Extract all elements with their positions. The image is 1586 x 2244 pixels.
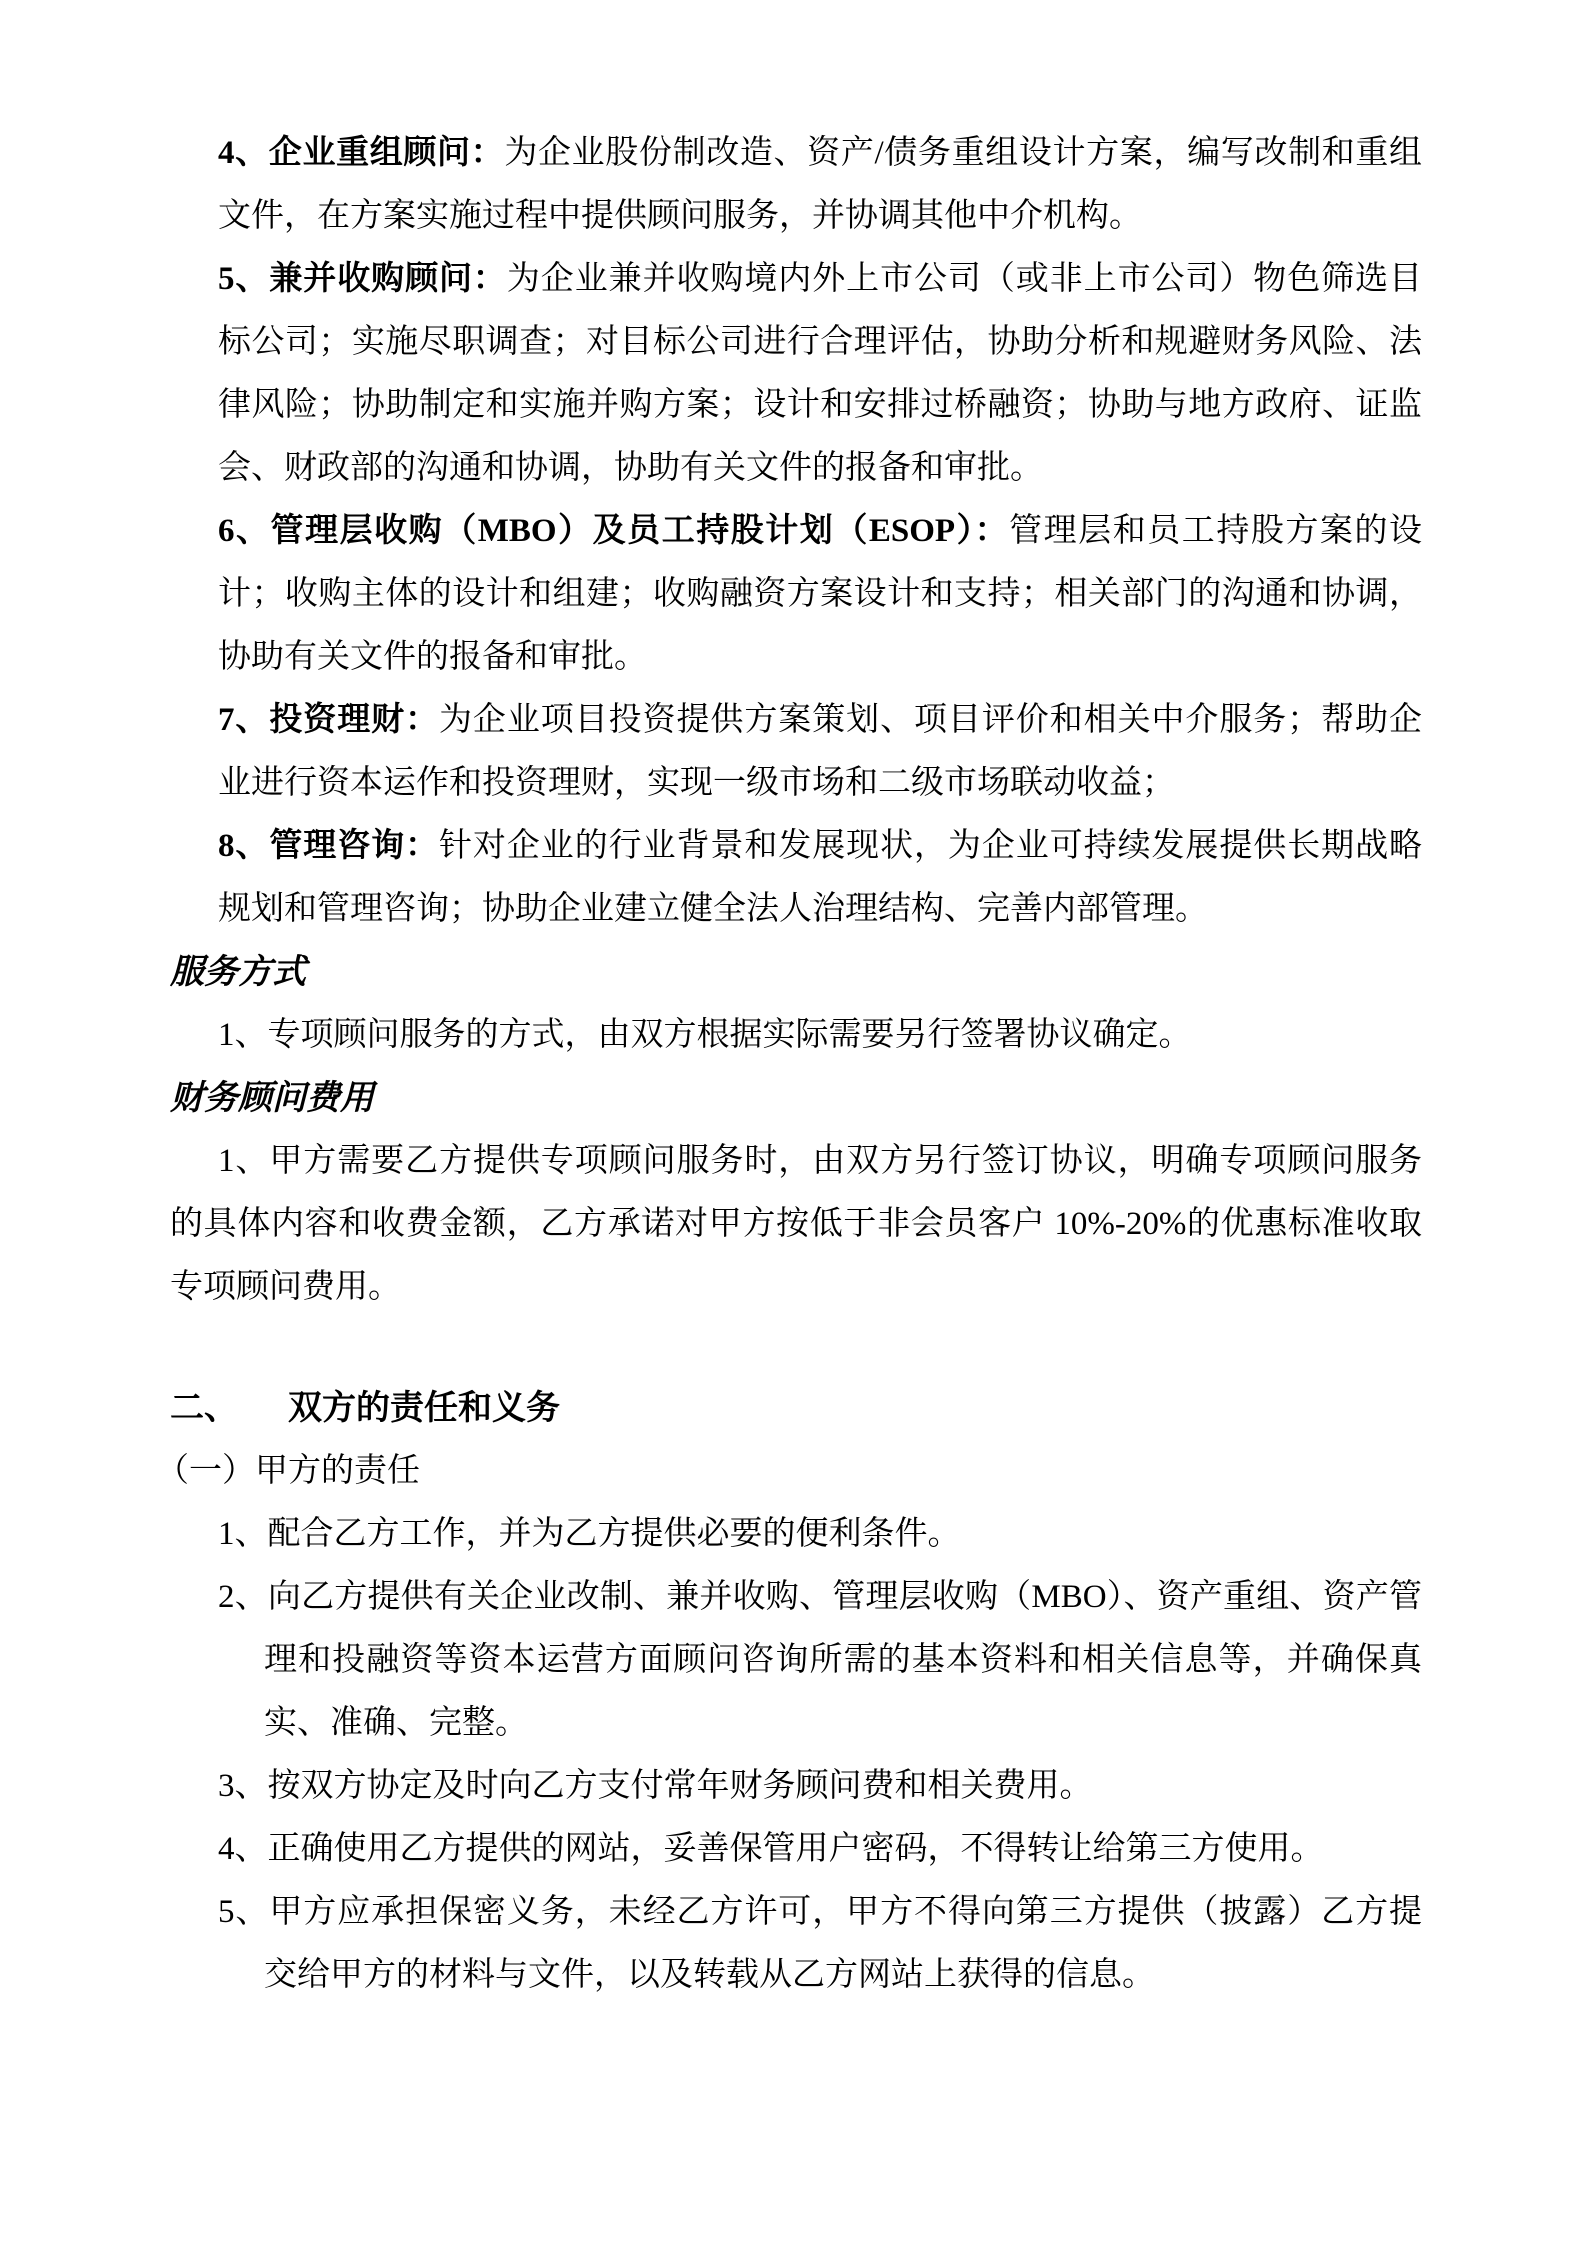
- party-a-duty-3: 3、按双方协定及时向乙方支付常年财务顾问费和相关费用。: [218, 1768, 1093, 1804]
- item-5-text: 为企业兼并收购境内外上市公司（或非上市公司）物色筛选目标公司；实施尽职调查；对目标公司进行合理评估，协助分析和规避财务风险、法律风险；协助制定和实施并购方案；设计和安排过桥融资；协助与地方政府、证监会、财政部的沟通和协调，协助有关文件的报备和审批。: [218, 261, 1423, 486]
- section-2-title: [170, 1377, 1422, 1440]
- item-8-text: 针对企业的行业背景和发展现状，为企业可持续发展提供长期战略规划和管理咨询；协助企业建立健全法人治理结构、完善内部管理。: [218, 828, 1423, 927]
- item-6-text: 管理层和员工持股方案的设计；收购主体的设计和组建；收购融资方案设计和支持；相关部门的沟通和协调，协助有关文件的报备和审批。: [218, 513, 1422, 675]
- section-2-title-text: 双方的责任和义务: [288, 1390, 560, 1427]
- item-5-lead: 5、兼并收购顾问：: [218, 261, 507, 297]
- paragraph-item-6: [218, 500, 1422, 689]
- item-7-lead: 7、投资理财：: [218, 702, 439, 738]
- party-a-duty-4: 4、正确使用乙方提供的网站，妥善保管用户密码，不得转让给第三方使用。: [218, 1831, 1324, 1867]
- service-mode-item-1: 1、专项顾问服务的方式，由双方根据实际需要另行签署协议确定。: [218, 1017, 1192, 1053]
- section-2-number: 二、: [170, 1390, 238, 1427]
- section-2-subheading: （一）甲方的责任: [156, 1453, 420, 1489]
- fee-heading: 财务顾问费用: [170, 1080, 374, 1117]
- party-a-duty-5: 5、甲方应承担保密义务，未经乙方许可，甲方不得向第三方提供（披露）乙方提交给甲方的材料与文件，以及转载从乙方网站上获得的信息。: [218, 1894, 1422, 1993]
- paragraph-item-4: [218, 122, 1422, 248]
- fee-item-1: 1、甲方需要乙方提供专项顾问服务时，由双方另行签订协议，明确专项顾问服务的具体内容和收费金额，乙方承诺对甲方按低于非会员客户 10%-20%的优惠标准收取专项顾问费用。: [170, 1143, 1422, 1305]
- paragraph-item-8: [218, 815, 1422, 941]
- paragraph-item-7: [218, 689, 1422, 815]
- document-content: [156, 122, 1423, 2007]
- item-8-lead: 8、管理咨询：: [218, 828, 439, 864]
- party-a-duty-2: 2、向乙方提供有关企业改制、兼并收购、管理层收购（MBO）、资产重组、资产管理和投融资等资本运营方面顾问咨询所需的基本资料和相关信息等，并确保真实、准确、完整。: [218, 1579, 1422, 1741]
- service-mode-heading: 服务方式: [170, 954, 306, 991]
- item-6-lead: 6、管理层收购（MBO）及员工持股计划（ESOP）：: [218, 513, 1010, 549]
- item-7-text: 为企业项目投资提供方案策划、项目评价和相关中介服务；帮助企业进行资本运作和投资理财，实现一级市场和二级市场联动收益；: [218, 702, 1423, 801]
- paragraph-item-5: [218, 248, 1422, 500]
- item-4-lead: 4、企业重组顾问：: [218, 135, 505, 171]
- item-4-text: 为企业股份制改造、资产/债务重组设计方案，编写改制和重组文件，在方案实施过程中提供顾问服务，并协调其他中介机构。: [218, 135, 1423, 234]
- party-a-duty-1: 1、配合乙方工作，并为乙方提供必要的便利条件。: [218, 1516, 961, 1552]
